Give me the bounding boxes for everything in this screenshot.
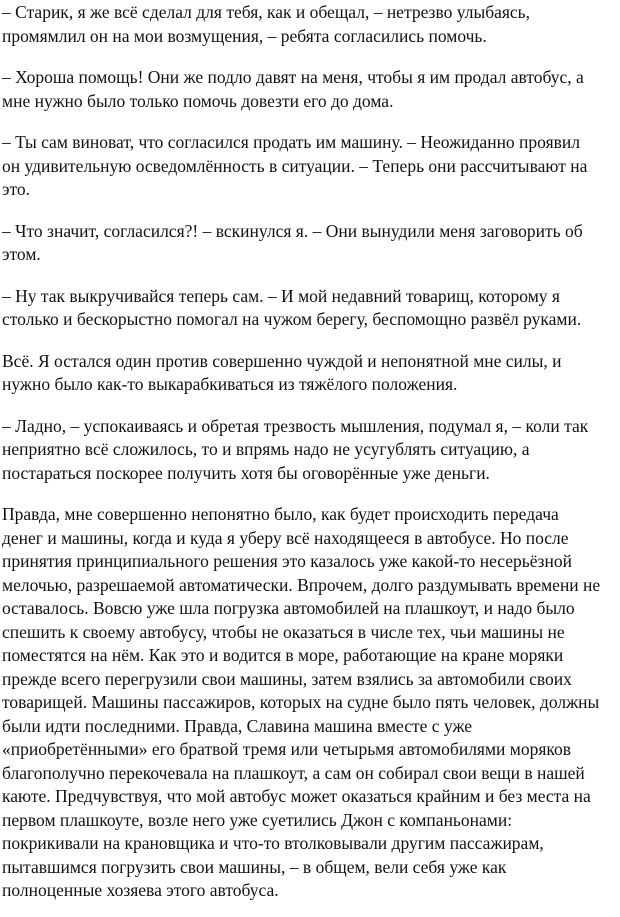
text-line: благополучно перекочевала на плашкоут, а сам он собирал свои вещи в нашей — [2, 762, 585, 783]
text-line: это. — [2, 179, 31, 199]
text-line: Всё. Я остался один против совершенно чуждой и непонятной мне силы, и — [2, 350, 562, 371]
text-line: он удивительную осведомлённость в ситуации. – Теперь они рассчитывают на — [2, 155, 588, 176]
text-line: оставалось. Вовсю уже шла погрузка автомобилей на плашкоут, и надо было — [2, 598, 575, 618]
paragraph — [2, 503, 612, 903]
text-line: «приобретёнными» его братвой тремя или четырьмя автомобилями моряков — [2, 739, 572, 759]
text-line: промямлил он на мои возмущения, – ребята согласились помочь. — [2, 25, 487, 46]
paragraph — [2, 350, 612, 397]
text-line: – Ладно, – успокаиваясь и обретая трезвость мышления, подумал я, – коли так — [2, 415, 589, 436]
text-line: Правда, мне совершенно непонятно было, как будет происходить передача — [2, 504, 559, 524]
text-line: – Старик, я же всё сделал для тебя, как и обещал, – нетрезво улыбаясь, — [2, 2, 531, 22]
text-line: этом. — [2, 244, 41, 264]
text-line: были идти последними. Правда, Славина машина вместе с уже — [2, 715, 473, 736]
paragraph — [2, 415, 612, 486]
text-line: пытавшимся погрузить свои машины, – в общем, вели себя уже как — [2, 856, 507, 877]
text-line: товарищей. Машины пассажиров, которых на судне было пять человек, должны — [2, 692, 600, 712]
paragraph — [2, 220, 612, 267]
text-line: неприятно всё сложилось, то и впрямь надо не усугублять ситуацию, а — [2, 439, 530, 459]
text-line: спешить к своему автобусу, чтобы не оказаться в числе тех, чьи машины не — [2, 621, 565, 642]
text-line: каюте. Предчувствуя, что мой автобус может оказаться крайним и без места на — [2, 786, 591, 806]
text-line: столько и бескорыстно помогал на чужом берегу, беспомощно развёл руками. — [2, 309, 582, 329]
text-line: – Хороша помощь! Они же подло давят на меня, чтобы я им продал автобус, а — [2, 67, 584, 87]
paragraph — [2, 285, 612, 332]
text-line: денег и машины, когда и куда я уберу всё находящееся в автобусе. Но после — [2, 527, 569, 548]
text-line: покрикивали на крановщика и что-то втолковывали другим пассажирам, — [2, 833, 544, 853]
text-line: поместятся на нём. Как это и водится в море, работающие на кране моряки — [2, 645, 564, 665]
paragraph — [2, 1, 612, 48]
text-line: – Ну так выкручивайся теперь сам. – И мой недавний товарищ, которому я — [2, 285, 560, 306]
text-line: нужно было как-то выкарабкиваться из тяжёлого положения. — [2, 374, 458, 394]
paragraph — [2, 131, 612, 202]
text-line: мне нужно было только помочь довезти его до дома. — [2, 90, 394, 111]
text-line: мелочью, разрешаемой автоматически. Впрочем, долго раздумывать времени не — [2, 574, 601, 595]
text-line: – Ты сам виноват, что согласился продать им машину. – Неожиданно проявил — [2, 132, 580, 152]
paragraph — [2, 66, 612, 113]
text-line: – Что значит, согласился?! – вскинулся я. – Они вынудили меня заговорить об — [2, 220, 583, 241]
text-line: постараться поскорее получить хотя бы оговорённые уже деньги. — [2, 462, 490, 483]
text-line: принятия принципиального решения это казалось уже какой-то несерьёзной — [2, 551, 572, 571]
text-line: полноценные хозяева этого автобуса. — [2, 880, 279, 900]
text-line: прежде всего перегрузили свои машины, затем взялись за автомобили своих — [2, 668, 572, 689]
text-line: первом плашкоуте, возле него уже суетились Джон с компаньонами: — [2, 809, 513, 830]
